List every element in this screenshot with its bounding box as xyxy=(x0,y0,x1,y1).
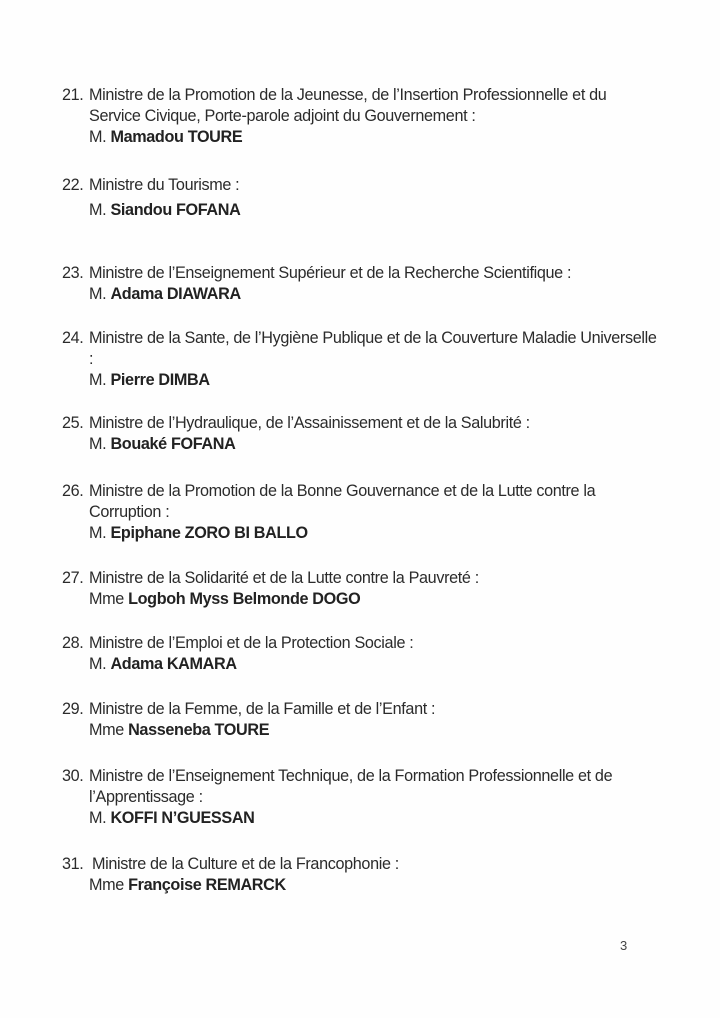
entry-number: 26. xyxy=(62,482,84,500)
minister-entry-21 xyxy=(62,85,662,148)
minister-name: Françoise REMARCK xyxy=(128,876,286,894)
entry-number: 25. xyxy=(62,414,84,432)
ministry-title: Ministre de la Promotion de la Jeunesse, de l’Insertion Professionnelle et du Service Civique, Porte-parole adjoint du Gouvernement : xyxy=(89,86,607,125)
entry-number: 27. xyxy=(62,569,84,587)
minister-entry-27 xyxy=(62,568,662,610)
entry-number: 23. xyxy=(62,264,84,282)
minister-name: Siandou FOFANA xyxy=(110,201,241,219)
minister-name: Logboh Myss Belmonde DOGO xyxy=(128,590,361,608)
minister-name: Adama DIAWARA xyxy=(110,285,241,303)
minister-entry-30 xyxy=(62,766,662,829)
ministry-title: Ministre de la Promotion de la Bonne Gouvernance et de la Lutte contre la Corruption : xyxy=(89,482,596,521)
honorific: M. xyxy=(89,809,107,827)
minister-entry-24 xyxy=(62,328,662,391)
entry-number: 22. xyxy=(62,176,84,194)
ministry-title: Ministre de la Sante, de l’Hygiène Publique et de la Couverture Maladie Universelle : xyxy=(89,329,657,368)
entry-number: 31. xyxy=(62,855,84,873)
ministry-title: Ministre de la Femme, de la Famille et de l’Enfant : xyxy=(89,700,436,718)
honorific: M. xyxy=(89,201,107,219)
entry-number: 21. xyxy=(62,86,84,104)
page-number: 3 xyxy=(620,938,628,953)
minister-name: Pierre DIMBA xyxy=(110,371,210,389)
minister-name: Mamadou TOURE xyxy=(110,128,243,146)
honorific: M. xyxy=(89,524,107,542)
minister-name: Bouaké FOFANA xyxy=(110,435,236,453)
honorific: Mme xyxy=(89,721,124,739)
entry-number: 28. xyxy=(62,634,84,652)
honorific: M. xyxy=(89,128,107,146)
minister-entry-23 xyxy=(62,263,662,305)
minister-entry-22 xyxy=(62,175,662,221)
entry-number: 30. xyxy=(62,767,84,785)
minister-entry-28 xyxy=(62,633,662,675)
minister-name: Epiphane ZORO BI BALLO xyxy=(110,524,308,542)
minister-entry-31 xyxy=(62,854,662,896)
ministry-title: Ministre de l’Enseignement Technique, de la Formation Professionnelle et de l’Apprentissage : xyxy=(89,767,613,806)
ministry-title: Ministre de l’Enseignement Supérieur et de la Recherche Scientifique : xyxy=(89,264,572,282)
honorific: M. xyxy=(89,285,107,303)
ministry-title: Ministre de l’Hydraulique, de l’Assainissement et de la Salubrité : xyxy=(89,414,530,432)
honorific: M. xyxy=(89,435,107,453)
entry-number: 24. xyxy=(62,329,84,347)
honorific: Mme xyxy=(89,590,124,608)
honorific: M. xyxy=(89,371,107,389)
entry-number: 29. xyxy=(62,700,84,718)
minister-entry-29 xyxy=(62,699,662,741)
minister-name: Adama KAMARA xyxy=(110,655,237,673)
honorific: Mme xyxy=(89,876,124,894)
honorific: M. xyxy=(89,655,107,673)
minister-name: KOFFI N’GUESSAN xyxy=(110,809,255,827)
minister-entry-25 xyxy=(62,413,662,455)
minister-name: Nasseneba TOURE xyxy=(128,721,270,739)
ministry-title: Ministre du Tourisme : xyxy=(89,176,240,194)
ministry-title: Ministre de l’Emploi et de la Protection Sociale : xyxy=(89,634,414,652)
ministry-title: Ministre de la Culture et de la Francophonie : xyxy=(92,855,399,873)
minister-entry-26 xyxy=(62,481,662,544)
ministry-title: Ministre de la Solidarité et de la Lutte contre la Pauvreté : xyxy=(89,569,479,587)
